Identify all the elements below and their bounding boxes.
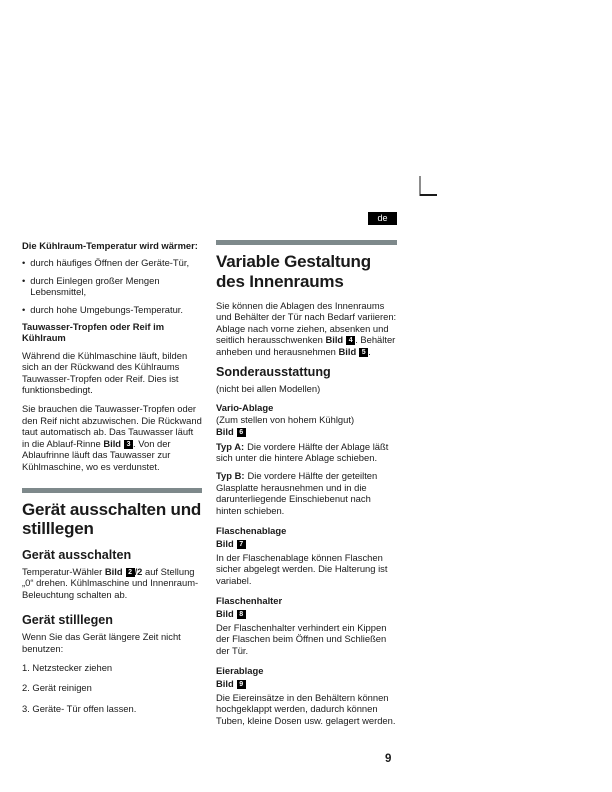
figure-ref-line xyxy=(216,538,397,549)
figure-ref-label: Bild xyxy=(103,437,122,449)
figure-ref-line xyxy=(216,426,397,437)
frost-heading: Tauwasser-Tropfen oder Reif im Kühlraum xyxy=(22,321,165,344)
section-title-shutdown: Gerät ausschalten und stilllegen xyxy=(22,499,202,539)
variable-layout-paragraph xyxy=(216,300,397,357)
subsection-title-special-equipment: Sonderausstattung xyxy=(216,365,331,380)
feature-flaschenablage xyxy=(216,525,397,586)
paragraph-text: Sie brauchen die Tauwasser-Tropfen oder den Reif nicht abzuwischen. Die Rückwand taut automatisch ab. Das Tauwasser läuft in die Ablauf-Rinne xyxy=(22,403,202,449)
paragraph-text: Sie können die Ablagen des Innenraums und Behälter der Tür nach Bedarf variieren: Ablage nach vorne ziehen, absenken und seitlich herausschwenken xyxy=(216,300,397,346)
typ-b-paragraph xyxy=(216,470,397,516)
special-equipment-note: (nicht bei allen Modellen) xyxy=(216,383,321,395)
figure-ref-label: Bild xyxy=(338,345,357,357)
subsection-title-decommission: Gerät stilllegen xyxy=(22,613,113,628)
step-item: 2. Gerät reinigen xyxy=(22,682,92,694)
crop-mark-vertical xyxy=(419,176,421,196)
frost-paragraph-2 xyxy=(22,403,202,471)
typ-a-label: Typ A: xyxy=(216,440,245,452)
bullet-icon: • xyxy=(22,303,26,315)
switch-off-paragraph xyxy=(22,566,202,600)
feature-heading: Flaschenhalter xyxy=(216,595,283,607)
paragraph-text: auf Stellung „0“ drehen. Kühlmaschine und Innenraum-Beleuchtung schalten ab. xyxy=(22,565,199,600)
bullet-icon: • xyxy=(22,274,26,286)
figure-ref-label: Bild xyxy=(216,426,234,438)
feature-heading: Vario-Ablage xyxy=(216,402,274,414)
feature-text: Die Eiereinsätze in den Behältern können hochgeklappt werden, dadurch können Tuben, kleine Dosen usw. gelagert werden. xyxy=(216,691,396,726)
feature-text: In der Flaschenablage können Flaschen sicher abgelegt werden. Die Halterung ist variabel. xyxy=(216,551,388,586)
paragraph-text: Die vordere Hälfte der Ablage läßt sich unter die hintere Ablage schieben. xyxy=(216,440,389,464)
crop-mark-horizontal xyxy=(420,194,437,196)
figure-ref-label: Bild xyxy=(104,565,123,577)
bullet-icon: • xyxy=(22,257,26,269)
figure-ref-label: Bild xyxy=(216,677,234,689)
figure-ref-label: Bild xyxy=(325,334,344,346)
list-item xyxy=(22,257,202,268)
step-item: 3. Geräte- Tür offen lassen. xyxy=(22,702,137,714)
section-title-variable-layout: Variable Gestaltung des Innenraums xyxy=(216,252,371,291)
typ-b-label: Typ B: xyxy=(216,470,245,482)
warm-bullet-list xyxy=(22,257,202,315)
figure-ref-line xyxy=(216,608,397,619)
bullet-text: durch Einlegen großer Mengen Lebensmittel, xyxy=(30,274,160,298)
figure-number-badge: 6 xyxy=(237,428,246,437)
feature-heading: Flaschenablage xyxy=(216,525,287,537)
paragraph-text: . Behälter anheben und herausnehmen xyxy=(216,334,396,357)
page-number: 9 xyxy=(385,753,392,765)
bullet-text: durch hohe Umgebungs-Temperatur. xyxy=(30,303,183,315)
figure-number-badge: 5 xyxy=(359,348,368,357)
feature-heading: Eierablage xyxy=(216,665,264,677)
bullet-text: durch häufiges Öffnen der Geräte-Tür, xyxy=(30,257,190,269)
paragraph-text: . Von der Ablaufrinne läuft das Tauwasser zur Kühlmaschine, wo es verdunstet. xyxy=(22,437,171,472)
figure-number-badge: 7 xyxy=(237,540,246,549)
section-divider xyxy=(22,488,202,493)
figure-ref-line xyxy=(216,678,397,689)
figure-number-badge: 8 xyxy=(237,610,246,619)
figure-number-badge: 2 xyxy=(126,568,135,577)
warm-heading: Die Kühlraum-Temperatur wird wärmer: xyxy=(22,240,198,251)
decommission-intro: Wenn Sie das Gerät längere Zeit nicht benutzen: xyxy=(22,631,181,654)
feature-vario-ablage xyxy=(216,402,397,516)
figure-ref-suffix: /2 xyxy=(134,565,143,577)
language-badge: de xyxy=(368,212,397,225)
corner-crop-mark-icon xyxy=(419,176,437,196)
paragraph-text: Die vordere Hälfte der geteilten Glasplatte herausnehmen und in die darunterliegende Einschiebenut nach hinten schieben. xyxy=(216,470,378,516)
paragraph-text: Temperatur-Wähler xyxy=(22,565,103,577)
figure-ref-label: Bild xyxy=(216,537,234,549)
figure-number-badge: 9 xyxy=(237,680,246,689)
right-column xyxy=(216,240,397,735)
figure-ref-label: Bild xyxy=(216,607,234,619)
figure-number-badge: 3 xyxy=(124,440,133,449)
feature-text: Der Flaschenhalter verhindert ein Kippen der Flaschen beim Öffnen und Schließen der Tür. xyxy=(216,621,387,656)
feature-flaschenhalter xyxy=(216,595,397,656)
feature-subnote: (Zum stellen von hohem Kühlgut) xyxy=(216,413,355,425)
step-item: 1. Netzstecker ziehen xyxy=(22,661,113,673)
paragraph-text: . xyxy=(368,345,371,357)
typ-a-paragraph xyxy=(216,441,397,464)
figure-number-badge: 4 xyxy=(346,336,355,345)
list-item xyxy=(22,275,202,298)
frost-paragraph-1: Während die Kühlmaschine läuft, bilden sich an der Rückwand des Kühlraums Tauwasser-Tropfen oder Reif. Dies ist funktionsbedingt. xyxy=(22,349,188,396)
list-item xyxy=(22,304,202,315)
section-divider xyxy=(216,240,397,245)
feature-eierablage xyxy=(216,665,397,726)
subsection-title-switch-off: Gerät ausschalten xyxy=(22,547,132,562)
left-column xyxy=(22,240,202,723)
